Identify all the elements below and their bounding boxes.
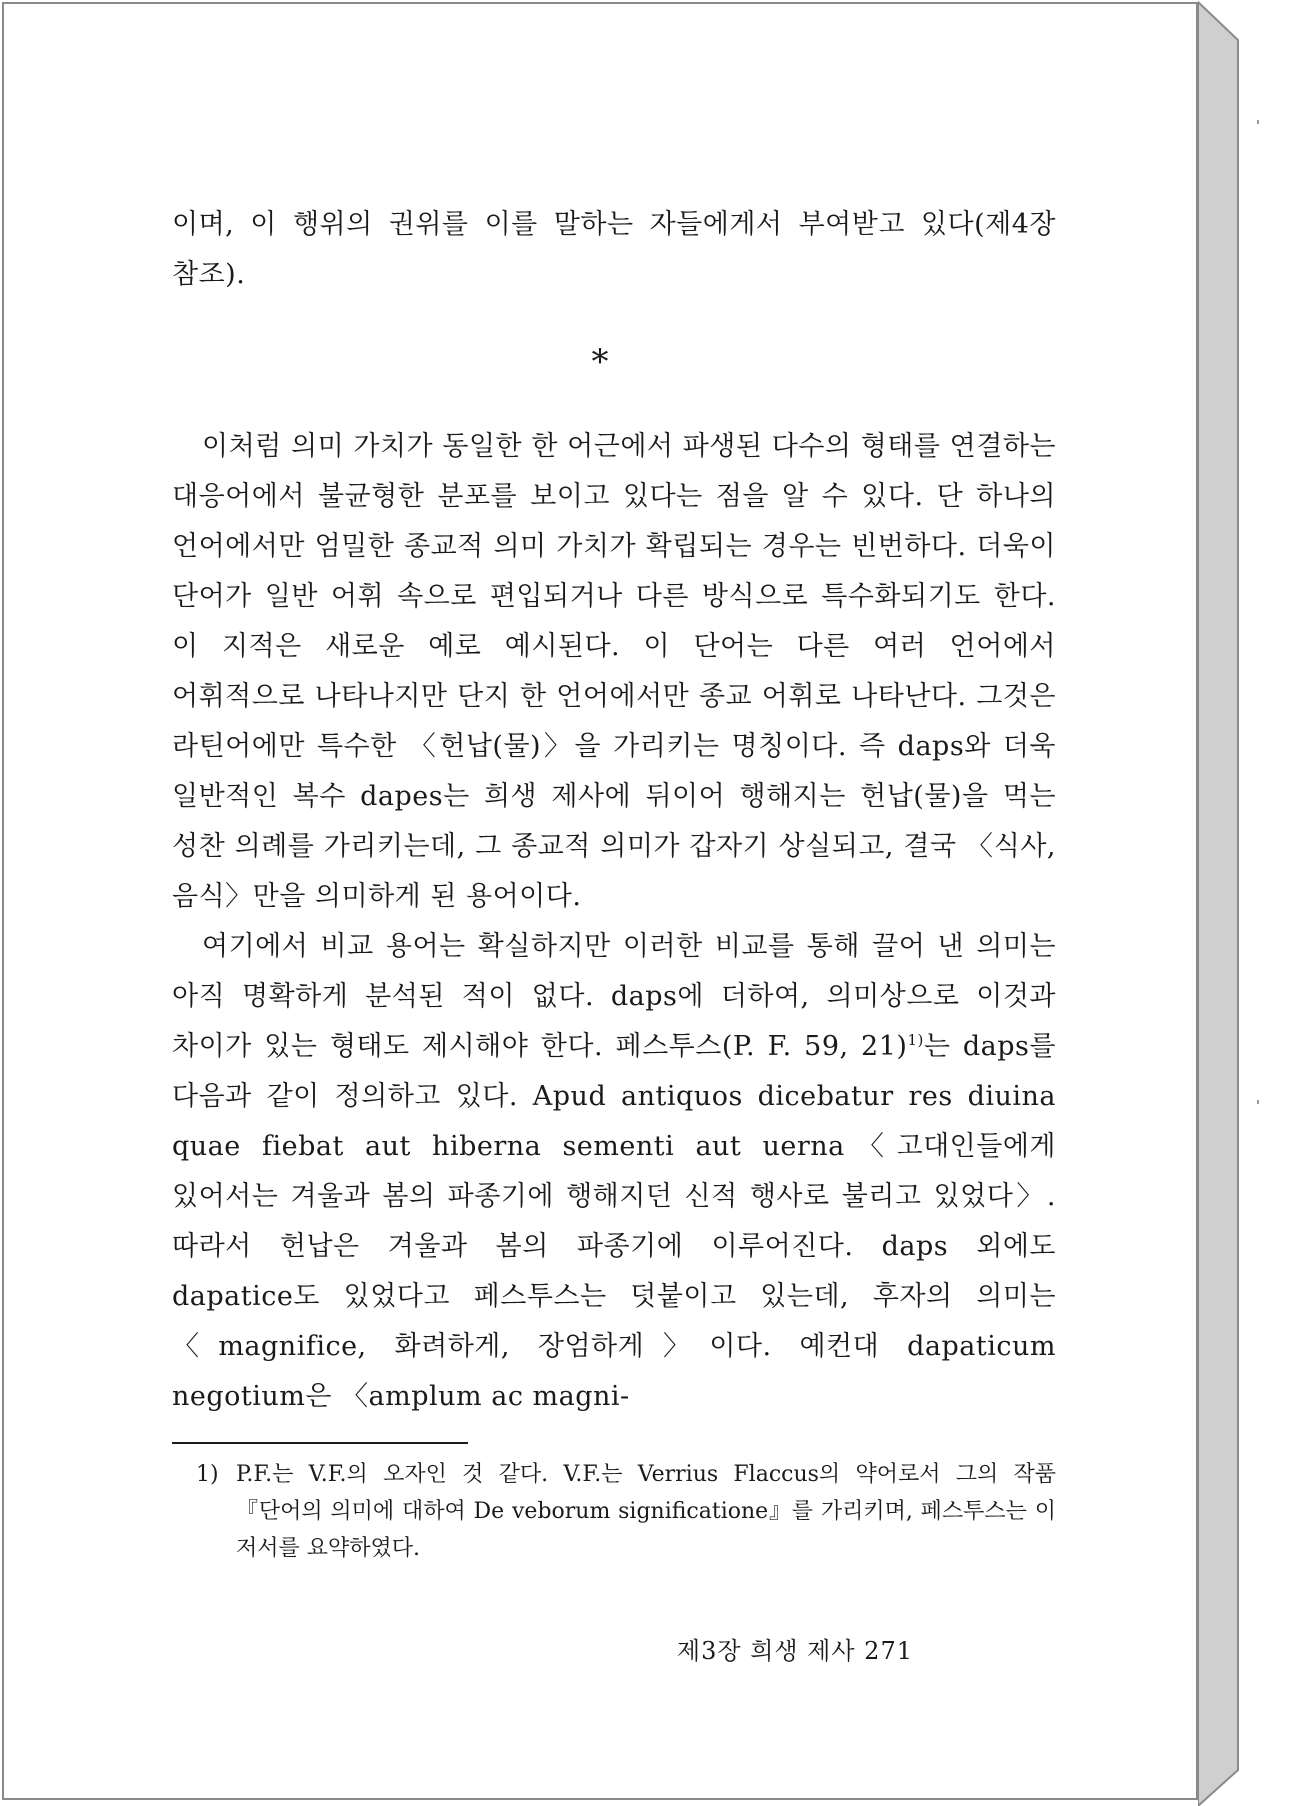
book-edge [1198,0,1305,1806]
book-page [2,2,1198,1800]
section-separator: * [591,342,609,382]
running-footer: 제3장 희생 제사 271 [676,1637,913,1665]
footnote-divider [172,1442,468,1444]
top-text-block [172,200,1056,300]
footnote [196,1456,1056,1567]
paragraph-2-part-1: 여기에서 비교 용어는 확실하지만 이러한 비교를 통해 끌어 낸 의미는 아직 명확하게 분석된 적이 없다. daps에 더하여, 의미상으로 이것과 차이가 있는 형태도 제시해야 한다. 페스투스(P. F. 59, 21) [172,931,1056,1062]
footnote-text: P.F.는 V.F.의 오자인 것 같다. V.F.는 Verrius Flaccus의 약어로서 그의 작품 『단어의 의미에 대하여 De veborum significatione』를 가리키며, 페스투스는 이 저서를 요약하였다. [236,1462,1056,1561]
paragraph-1: 이처럼 의미 가치가 동일한 한 어근에서 파생된 다수의 형태를 연결하는 대응어에서 불균형한 분포를 보이고 있다는 점을 알 수 있다. 단 하나의 언어에서만 엄밀한 종교적 의미 가치가 확립되는 경우는 빈번하다. 더욱이 단어가 일반 어휘 속으로 편입되거나 다른 방식으로 특수화되기도 한다. 이 지적은 새로운 예로 예시된다. 이 단어는 다른 여러 언어에서 어휘적으로 나타나지만 단지 한 언어에서만 종교 어휘로 나타난다. 그것은 라틴어에만 특수한 〈헌납(물)〉을 가리키는 명칭이다. 즉 daps와 더욱 일반적인 복수 dapes는 희생 제사에 뒤이어 행해지는 헌납(물)을 먹는 성찬 의례를 가리키는데, 그 종교적 의미가 갑자기 상실되고, 결국 〈식사, 음식〉만을 의미하게 된 용어이다. [172,431,1056,912]
paragraph-2-part-2: 는 daps를 다음과 같이 정의하고 있다. Apud antiquos dicebatur res diuina quae fiebat aut hiberna sementi aut uerna〈고대인들에게 있어서는 겨울과 봄의 파종기에 행해지던 신적 행사로 불리고 있었다〉. 따라서 헌납은 겨울과 봄의 파종기에 이루어진다. daps 외에도 dapatice도 있었다고 페스투스는 덧붙이고 있는데, 후자의 의미는 〈magnifice, 화려하게, 장엄하게〉이다. 예컨대 dapaticum negotium은 〈amplum ac magni- [172,1031,1056,1412]
paragraph-2 [172,922,1056,1422]
top-paragraph: 이며, 이 행위의 권위를 이를 말하는 자들에게서 부여받고 있다(제4장 참조). [172,209,1056,290]
footnote-number: 1) [196,1462,219,1487]
footnote-reference: 1) [907,1031,924,1049]
main-text-block [172,422,1056,1422]
